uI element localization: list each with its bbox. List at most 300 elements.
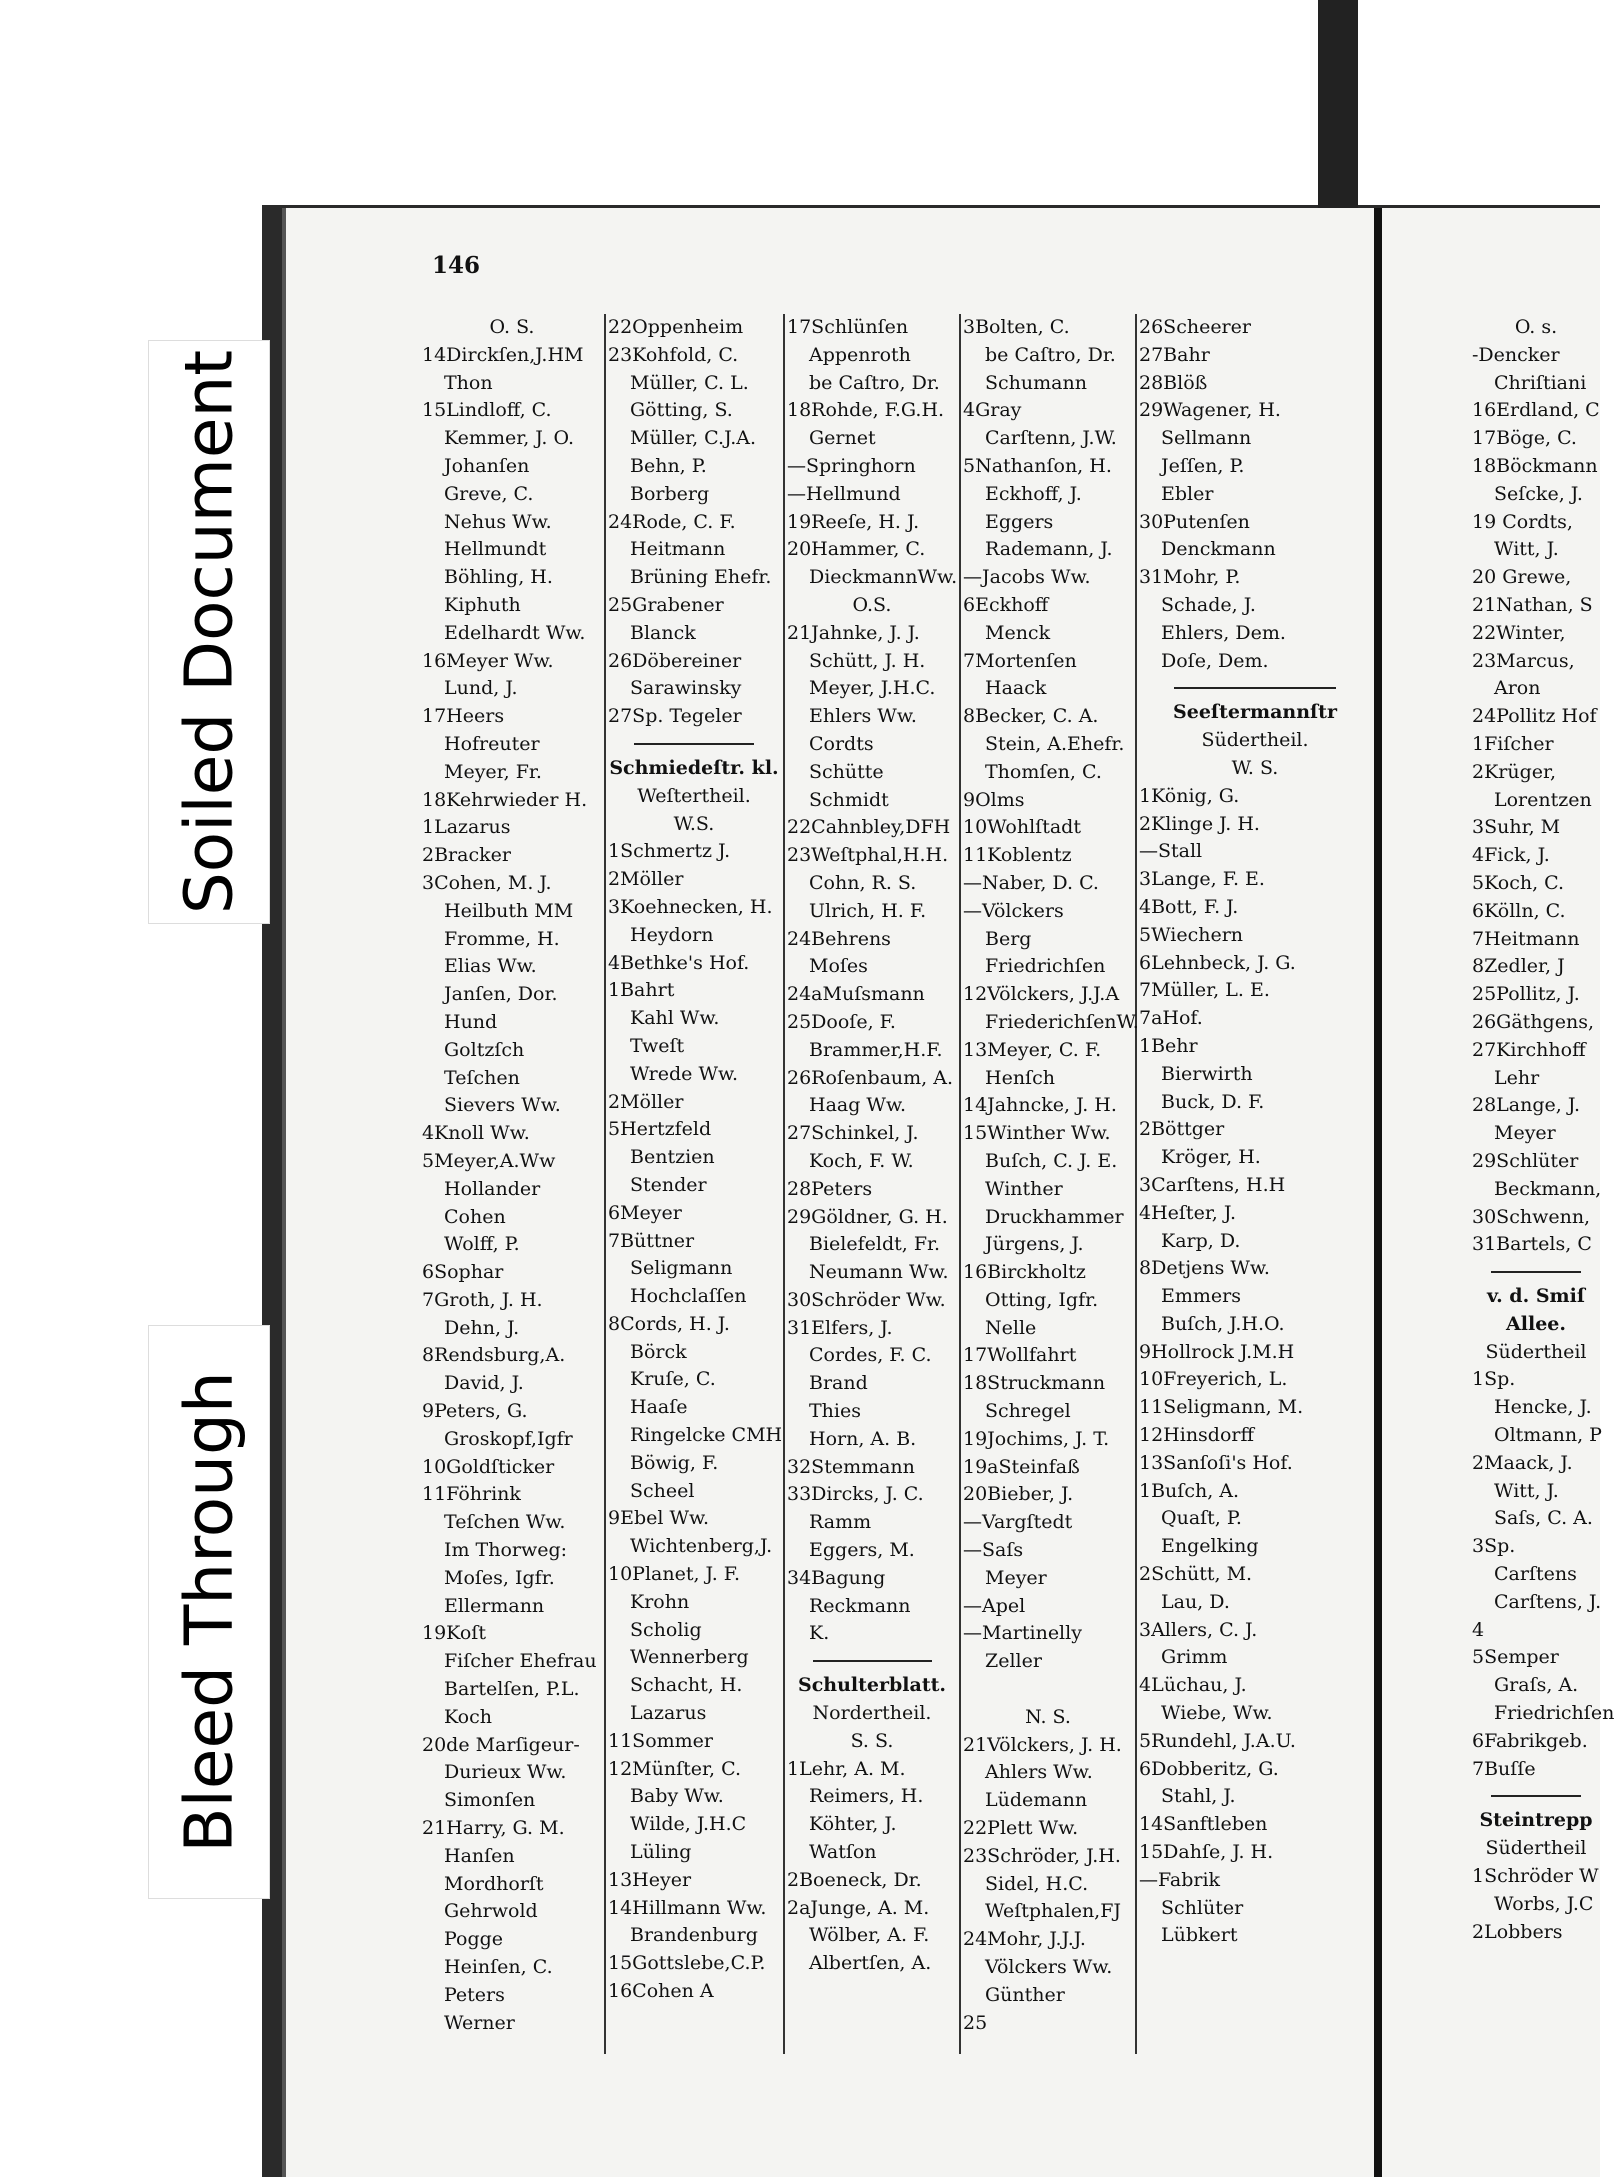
directory-entry: 16Cohen A bbox=[608, 1980, 714, 2003]
directory-entry: Wichtenberg,J. bbox=[630, 1535, 773, 1558]
directory-entry: Doſe, Dem. bbox=[1161, 649, 1269, 672]
directory-entry: Börck bbox=[630, 1340, 687, 1363]
directory-entry: Bierwirth bbox=[1161, 1062, 1253, 1085]
directory-entry: 30Schröder Ww. bbox=[787, 1288, 946, 1311]
column-divider bbox=[783, 314, 785, 2054]
directory-entry: —Stall bbox=[1139, 840, 1203, 863]
directory-entry: Buſch, J.H.O. bbox=[1161, 1312, 1285, 1335]
side-heading: Südertheil bbox=[1485, 1340, 1587, 1363]
directory-entry: Kemmer, J. O. bbox=[444, 427, 575, 450]
directory-entry: 3Cohen, M. J. bbox=[422, 871, 552, 894]
directory-entry: Bielefeldt, Fr. bbox=[809, 1233, 941, 1256]
directory-entry: Stender bbox=[630, 1173, 707, 1196]
directory-entry: Werner bbox=[444, 2011, 515, 2034]
directory-entry: 4Bethke's Hof. bbox=[608, 951, 750, 974]
directory-entry: 4Lüchau, J. bbox=[1139, 1674, 1247, 1697]
directory-entry: 5Nathanſon, H. bbox=[963, 454, 1112, 477]
directory-entry: Witt, J. bbox=[1494, 1479, 1559, 1502]
directory-entry: 23Schröder, J.H. bbox=[963, 1844, 1121, 1867]
directory-entry: Teſchen Ww. bbox=[444, 1511, 566, 1534]
directory-entry: 23Weſtphal,H.H. bbox=[787, 844, 949, 867]
directory-entry: Edelhardt Ww. bbox=[444, 621, 586, 644]
directory-entry: Moſes bbox=[809, 955, 868, 978]
directory-entry: 6Kölln, C. bbox=[1472, 899, 1566, 922]
directory-entry: 25 bbox=[963, 2011, 988, 2034]
directory-entry: Völckers Ww. bbox=[985, 1956, 1113, 1979]
directory-entry: Brüning Ehefr. bbox=[630, 566, 772, 589]
directory-entry: Albertſen, A. bbox=[809, 1952, 932, 1975]
directory-entry: 31Bartels, C bbox=[1472, 1233, 1592, 1256]
directory-entry: David, J. bbox=[444, 1372, 524, 1395]
directory-entry: 2aJunge, A. M. bbox=[787, 1896, 930, 1919]
directory-entry: 18Rohde, F.G.H. bbox=[787, 399, 945, 422]
directory-entry: 34Bagung bbox=[787, 1566, 886, 1589]
directory-entry: 5Meyer,A.Ww bbox=[422, 1149, 556, 1172]
directory-entry: 4Knoll Ww. bbox=[422, 1122, 530, 1145]
directory-entry: 10Wohlſtadt bbox=[963, 816, 1081, 839]
directory-entry: -Dencker bbox=[1472, 343, 1560, 366]
directory-entry bbox=[963, 1676, 1133, 1704]
directory-entry: Sarawinsky bbox=[630, 677, 742, 700]
directory-entry: 4Fick, J. bbox=[1472, 844, 1550, 867]
directory-entry: Lorentzen bbox=[1494, 788, 1592, 811]
directory-entry: 5Semper bbox=[1472, 1646, 1559, 1669]
directory-entry: Watſon bbox=[809, 1841, 877, 1864]
directory-entry: 8Detjens Ww. bbox=[1139, 1257, 1270, 1280]
directory-entry: 2Möller bbox=[608, 868, 684, 891]
directory-entry: 1Lehr, A. M. bbox=[787, 1757, 906, 1780]
directory-entry: Pogge bbox=[444, 1928, 504, 1951]
directory-entry: Ahlers Ww. bbox=[985, 1761, 1093, 1784]
directory-entry: Jeſſen, P. bbox=[1161, 454, 1245, 477]
directory-entry: 9Olms bbox=[963, 788, 1025, 811]
directory-entry: 27Sp. Tegeler bbox=[608, 705, 742, 728]
directory-entry: 17Böge, C. bbox=[1472, 427, 1577, 450]
directory-entry: Thies bbox=[809, 1400, 861, 1423]
directory-entry: Heinſen, C. bbox=[444, 1956, 553, 1979]
directory-entry: Eggers bbox=[985, 510, 1054, 533]
directory-entry: Blanck bbox=[630, 621, 696, 644]
directory-column-4 bbox=[963, 314, 1139, 2037]
directory-entry: Cordes, F. C. bbox=[809, 1344, 932, 1367]
directory-entry: 6Fabrikgeb. bbox=[1472, 1729, 1588, 1752]
directory-entry: Koch, F. W. bbox=[809, 1149, 914, 1172]
directory-entry: Appenroth bbox=[809, 343, 911, 366]
directory-entry: 8Becker, C. A. bbox=[963, 705, 1099, 728]
side-heading: S. S. bbox=[850, 1729, 894, 1752]
directory-entry: Wilde, J.H.C bbox=[630, 1813, 747, 1836]
directory-entry: Hollander bbox=[444, 1177, 541, 1200]
directory-entry: 16Birckholtz bbox=[963, 1261, 1086, 1284]
directory-entry: 11Föhrink bbox=[422, 1483, 521, 1506]
directory-entry: 8Rendsburg,A. bbox=[422, 1344, 566, 1367]
directory-entry: Hofreuter bbox=[444, 732, 540, 755]
directory-entry: Bartelſen, P.L. bbox=[444, 1678, 580, 1701]
directory-entry: Schütt, J. H. bbox=[809, 649, 926, 672]
directory-entry: 25Grabener bbox=[608, 593, 724, 616]
directory-entry: 7Müller, L. E. bbox=[1139, 979, 1270, 1002]
side-heading: O.S. bbox=[852, 593, 892, 616]
directory-entry: 5Rundehl, J.A.U. bbox=[1139, 1729, 1296, 1752]
directory-entry: 28Peters bbox=[787, 1177, 873, 1200]
page-number: 146 bbox=[432, 252, 481, 279]
directory-entry: Oltmann, P bbox=[1494, 1424, 1602, 1447]
directory-entry: 6Meyer bbox=[608, 1201, 682, 1224]
directory-entry: 32Stemmann bbox=[787, 1455, 915, 1478]
directory-entry: Engelking bbox=[1161, 1535, 1259, 1558]
directory-entry: 22Cahnbley,DFH bbox=[787, 816, 951, 839]
directory-entry: 14Dirckſen,J.HM bbox=[422, 343, 584, 366]
directory-entry: 24Pollitz Hof bbox=[1472, 705, 1597, 728]
street-heading: Schulterblatt. bbox=[798, 1674, 946, 1697]
side-heading: N. S. bbox=[1025, 1705, 1071, 1728]
directory-entry: Carſtens bbox=[1494, 1563, 1577, 1586]
directory-entry: Nehus Ww. bbox=[444, 510, 552, 533]
directory-entry: Buck, D. F. bbox=[1161, 1090, 1265, 1113]
directory-entry: Wrede Ww. bbox=[630, 1062, 739, 1085]
directory-entry: Wolff, P. bbox=[444, 1233, 520, 1256]
directory-entry: Scheel bbox=[630, 1479, 695, 1502]
directory-entry: Winther bbox=[985, 1177, 1063, 1200]
directory-entry: 2Böttger bbox=[1139, 1118, 1225, 1141]
section-rule bbox=[1491, 1795, 1581, 1797]
directory-entry: Borberg bbox=[630, 482, 710, 505]
directory-entry: be Caſtro, Dr. bbox=[985, 343, 1116, 366]
directory-entry: 31Elfers, J. bbox=[787, 1316, 893, 1339]
directory-entry: 11Sommer bbox=[608, 1729, 713, 1752]
directory-entry: Goltzſch bbox=[444, 1038, 525, 1061]
directory-entry: 31Mohr, P. bbox=[1139, 566, 1241, 589]
directory-entry: 17Schlünſen bbox=[787, 316, 909, 338]
directory-entry: 15Gottslebe,C.P. bbox=[608, 1952, 766, 1975]
directory-entry: Saſs, C. A. bbox=[1494, 1507, 1593, 1530]
directory-entry: Schade, J. bbox=[1161, 593, 1256, 616]
directory-entry: 2Bracker bbox=[422, 844, 511, 867]
side-heading: O. s. bbox=[1514, 316, 1558, 338]
directory-entry: Lehr bbox=[1494, 1066, 1540, 1089]
directory-entry: 7Büttner bbox=[608, 1229, 695, 1252]
directory-entry: Durieux Ww. bbox=[444, 1761, 567, 1784]
directory-entry: Peters bbox=[444, 1983, 505, 2006]
side-heading: Südertheil bbox=[1485, 1837, 1587, 1860]
street-heading: Schmiedeſtr. kl. bbox=[609, 756, 779, 779]
directory-entry: Rademann, J. bbox=[985, 538, 1113, 561]
directory-entry: Eggers, M. bbox=[809, 1539, 915, 1562]
directory-entry: Mordhorſt bbox=[444, 1872, 544, 1895]
directory-entry: Meyer, J.H.C. bbox=[809, 677, 936, 700]
directory-entry: 26Gäthgens, bbox=[1472, 1010, 1594, 1033]
directory-entry: Kiphuth bbox=[444, 593, 521, 616]
directory-entry: —Martinelly bbox=[963, 1622, 1082, 1645]
directory-entry: Simonſen bbox=[444, 1789, 536, 1812]
directory-entry: 27Kirchhoff bbox=[1472, 1038, 1586, 1061]
directory-entry: 5Koch, C. bbox=[1472, 871, 1565, 894]
side-heading: W. S. bbox=[1231, 756, 1279, 779]
directory-entry: 2Möller bbox=[608, 1090, 684, 1113]
street-heading: Steintrepp bbox=[1479, 1809, 1593, 1832]
directory-entry: 20Bieber, J. bbox=[963, 1483, 1074, 1506]
directory-entry: Lübkert bbox=[1161, 1924, 1238, 1947]
directory-entry: 3Koehnecken, H. bbox=[608, 895, 773, 918]
directory-entry: 19Koſt bbox=[422, 1622, 486, 1645]
book-gutter bbox=[1374, 208, 1382, 2177]
directory-entry: 3Bolten, C. bbox=[963, 316, 1070, 338]
directory-entry: 26Döbereiner bbox=[608, 649, 742, 672]
directory-entry: 18Kehrwieder H. bbox=[422, 788, 588, 811]
directory-entry: 3Lange, F. E. bbox=[1139, 868, 1265, 891]
directory-entry: Haag Ww. bbox=[809, 1094, 907, 1117]
directory-entry: Ebler bbox=[1161, 482, 1214, 505]
directory-entry: 1Lazarus bbox=[422, 816, 511, 839]
directory-entry: Fiſcher Ehefrau bbox=[444, 1650, 597, 1673]
directory-entry: Bentzien bbox=[630, 1146, 715, 1169]
directory-entry: Koch bbox=[444, 1705, 493, 1728]
side-heading: W.S. bbox=[673, 812, 715, 835]
directory-column-3 bbox=[787, 314, 957, 1978]
directory-entry: Kahl Ww. bbox=[630, 1007, 720, 1030]
directory-entry: 6Lehnbeck, J. G. bbox=[1139, 951, 1296, 974]
directory-entry: 1Sp. bbox=[1472, 1368, 1516, 1391]
directory-entry: Köhter, J. bbox=[809, 1813, 897, 1836]
directory-entry: 1Bahrt bbox=[608, 979, 675, 1002]
directory-entry: Cohen bbox=[444, 1205, 506, 1228]
directory-entry: Lund, J. bbox=[444, 677, 518, 700]
directory-entry: Beckmann, bbox=[1494, 1177, 1602, 1200]
directory-entry: Wiebe, Ww. bbox=[1161, 1702, 1273, 1725]
directory-entry: Hund bbox=[444, 1010, 498, 1033]
directory-entry: Elias Ww. bbox=[444, 955, 537, 978]
directory-entry: —Naber, D. C. bbox=[963, 871, 1099, 894]
directory-entry: 30Putenſen bbox=[1139, 510, 1250, 533]
directory-entry: 18Struckmann bbox=[963, 1372, 1106, 1395]
directory-entry: Lüdemann bbox=[985, 1789, 1088, 1812]
directory-entry: 17Wollfahrt bbox=[963, 1344, 1077, 1367]
directory-entry: Sievers Ww. bbox=[444, 1094, 561, 1117]
column-divider bbox=[604, 314, 606, 2054]
directory-entry: 10Freyerich, L. bbox=[1139, 1368, 1288, 1391]
directory-entry: Meyer bbox=[985, 1566, 1047, 1589]
directory-entry: 1König, G. bbox=[1139, 784, 1240, 807]
side-heading: O. S. bbox=[489, 316, 535, 338]
directory-entry: Reimers, H. bbox=[809, 1785, 924, 1808]
directory-entry: 29Schlüter bbox=[1472, 1149, 1579, 1172]
directory-column-2 bbox=[608, 314, 783, 2006]
directory-entry: 15Dahſe, J. H. bbox=[1139, 1841, 1274, 1864]
side-heading: Weſtertheil. bbox=[637, 784, 751, 807]
street-heading: Allee. bbox=[1506, 1312, 1566, 1335]
directory-entry: Sellmann bbox=[1161, 427, 1252, 450]
directory-entry: 6Eckhoff bbox=[963, 593, 1049, 616]
directory-entry: Thon bbox=[444, 371, 493, 394]
directory-entry: 30Schwenn, bbox=[1472, 1205, 1591, 1228]
directory-entry: Dehn, J. bbox=[444, 1316, 520, 1339]
directory-entry: 2Boeneck, Dr. bbox=[787, 1868, 922, 1891]
directory-entry: 20de Marſigeur- bbox=[422, 1733, 580, 1756]
directory-entry: Wennerberg bbox=[630, 1646, 749, 1669]
directory-entry: Berg bbox=[985, 927, 1032, 950]
directory-entry: 24Mohr, J.J.J. bbox=[963, 1928, 1086, 1951]
directory-entry: Schlüter bbox=[1161, 1896, 1244, 1919]
directory-entry: 1Behr bbox=[1139, 1034, 1198, 1057]
directory-entry: 24aMuſsmann bbox=[787, 983, 925, 1006]
directory-entry: 7Groth, J. H. bbox=[422, 1288, 543, 1311]
directory-entry: 24Rode, C. F. bbox=[608, 510, 736, 533]
directory-entry: Sidel, H.C. bbox=[985, 1872, 1089, 1895]
directory-entry: Otting, Igfr. bbox=[985, 1288, 1099, 1311]
directory-column-1 bbox=[422, 314, 602, 2037]
directory-entry: 21Harry, G. M. bbox=[422, 1817, 565, 1840]
directory-entry: Groskopf,Igfr bbox=[444, 1427, 573, 1450]
directory-entry: 4Heſter, J. bbox=[1139, 1201, 1237, 1224]
directory-entry: Karp, D. bbox=[1161, 1229, 1241, 1252]
directory-entry: 8Zedler, J bbox=[1472, 955, 1565, 978]
directory-entry: Friedrichſen bbox=[1494, 1702, 1614, 1725]
directory-entry: 25Pollitz, J. bbox=[1472, 983, 1580, 1006]
directory-entry: 7aHof. bbox=[1139, 1007, 1203, 1030]
directory-entry: Grimm bbox=[1161, 1646, 1228, 1669]
directory-entry: Heydorn bbox=[630, 923, 714, 946]
directory-entry: Janſen, Dor. bbox=[444, 983, 558, 1006]
directory-entry: Carſtens, J. bbox=[1494, 1590, 1602, 1613]
directory-entry: 11Koblentz bbox=[963, 844, 1072, 867]
directory-entry: Baby Ww. bbox=[630, 1785, 724, 1808]
directory-entry: 16Erdland, C bbox=[1472, 399, 1600, 422]
directory-entry: Reckmann bbox=[809, 1594, 911, 1617]
directory-entry: 22Oppenheim bbox=[608, 316, 744, 338]
bleed-through-label: Bleed Through bbox=[148, 1325, 270, 1899]
column-divider bbox=[1135, 314, 1137, 2054]
column-divider bbox=[959, 314, 961, 2054]
directory-entry: 1Schmertz J. bbox=[608, 840, 731, 863]
directory-entry: 1Buſch, A. bbox=[1139, 1479, 1240, 1502]
directory-entry: Quaſt, P. bbox=[1161, 1507, 1242, 1530]
directory-entry: 3Allers, C. J. bbox=[1139, 1618, 1258, 1641]
directory-entry: 1Schröder W bbox=[1472, 1865, 1599, 1888]
directory-entry: Ellermann bbox=[444, 1594, 545, 1617]
directory-entry: Kröger, H. bbox=[1161, 1146, 1261, 1169]
directory-entry: Emmers bbox=[1161, 1285, 1241, 1308]
directory-entry: Hanſen bbox=[444, 1844, 515, 1867]
directory-entry: Tweſt bbox=[630, 1034, 685, 1057]
directory-entry: 16Meyer Ww. bbox=[422, 649, 554, 672]
directory-entry: Horn, A. B. bbox=[809, 1427, 917, 1450]
directory-entry: —Hellmund bbox=[787, 482, 901, 505]
bookmark-ribbon bbox=[1318, 0, 1358, 218]
directory-entry: Wölber, A. F. bbox=[809, 1924, 930, 1947]
directory-entry: Lazarus bbox=[630, 1702, 707, 1725]
street-heading: v. d. Smiſ bbox=[1486, 1285, 1586, 1308]
directory-entry: FriederichſenW. bbox=[985, 1010, 1139, 1033]
directory-entry: Müller, C.J.A. bbox=[630, 427, 757, 450]
directory-entry: 28Lange, J. bbox=[1472, 1094, 1581, 1117]
directory-entry: 12Hinsdorff bbox=[1139, 1424, 1254, 1447]
directory-entry: Heitmann bbox=[630, 538, 726, 561]
directory-entry: 21Jahnke, J. J. bbox=[787, 621, 920, 644]
directory-entry: Schütte bbox=[809, 760, 884, 783]
directory-entry: Denckmann bbox=[1161, 538, 1276, 561]
directory-entry: Moſes, Igfr. bbox=[444, 1566, 555, 1589]
directory-entry: 5Wiechern bbox=[1139, 923, 1244, 946]
directory-entry: —Fabrik bbox=[1139, 1868, 1221, 1891]
directory-entry: Ehlers, Dem. bbox=[1161, 621, 1286, 644]
section-rule bbox=[1491, 1271, 1581, 1273]
directory-entry: 14Sanftleben bbox=[1139, 1813, 1268, 1836]
directory-entry: Brandenburg bbox=[630, 1924, 758, 1947]
street-heading: Seeſtermannſtr bbox=[1173, 701, 1337, 724]
directory-entry: Buſch, C. J. E. bbox=[985, 1149, 1118, 1172]
directory-entry: Böwig, F. bbox=[630, 1451, 719, 1474]
side-heading: Südertheil. bbox=[1201, 729, 1309, 752]
directory-column-right-page bbox=[1472, 314, 1614, 1946]
directory-entry: —Völckers bbox=[963, 899, 1064, 922]
directory-entry: Lüling bbox=[630, 1841, 692, 1864]
directory-entry: Eckhoff, J. bbox=[985, 482, 1082, 505]
directory-entry: 20 Grewe, bbox=[1472, 566, 1572, 589]
directory-entry: 19Reeſe, H. J. bbox=[787, 510, 920, 533]
directory-entry: Ramm bbox=[809, 1511, 872, 1534]
directory-entry: Gehrwold bbox=[444, 1900, 538, 1923]
directory-entry: Stahl, J. bbox=[1161, 1785, 1236, 1808]
directory-entry: Haaſe bbox=[630, 1396, 688, 1419]
directory-entry: Weſtphalen,FJ bbox=[985, 1900, 1122, 1923]
directory-entry: 21Völckers, J. H. bbox=[963, 1733, 1122, 1756]
directory-entry: Fromme, H. bbox=[444, 927, 560, 950]
directory-entry: 27Schinkel, J. bbox=[787, 1122, 919, 1145]
directory-entry: Hochclaſſen bbox=[630, 1285, 747, 1308]
directory-entry: Ehlers Ww. bbox=[809, 705, 917, 728]
directory-entry: —Springhorn bbox=[787, 454, 916, 477]
directory-entry: Witt, J. bbox=[1494, 538, 1559, 561]
directory-entry: Böhling, H. bbox=[444, 566, 553, 589]
directory-entry: 7Heitmann bbox=[1472, 927, 1580, 950]
directory-entry: Graſs, A. bbox=[1494, 1674, 1579, 1697]
section-rule bbox=[634, 743, 754, 745]
directory-entry: Cordts bbox=[809, 732, 874, 755]
directory-entry: Greve, C. bbox=[444, 482, 534, 505]
directory-entry: 28Blöß bbox=[1139, 371, 1208, 394]
directory-entry: 6Sophar bbox=[422, 1261, 504, 1284]
directory-entry: Nelle bbox=[985, 1316, 1037, 1339]
directory-entry: Schumann bbox=[985, 371, 1087, 394]
directory-entry: Chriſtiani bbox=[1494, 371, 1587, 394]
directory-entry: 2Maack, J. bbox=[1472, 1451, 1573, 1474]
directory-entry: Brammer,H.F. bbox=[809, 1038, 943, 1061]
directory-entry: Brand bbox=[809, 1372, 868, 1395]
directory-entry: 18Böckmann bbox=[1472, 454, 1598, 477]
directory-entry: Druckhammer bbox=[985, 1205, 1124, 1228]
section-rule bbox=[1174, 687, 1336, 689]
directory-entry: 19Jochims, J. T. bbox=[963, 1427, 1110, 1450]
directory-entry: Schacht, H. bbox=[630, 1674, 743, 1697]
directory-entry: Menck bbox=[985, 621, 1051, 644]
directory-entry: 3Suhr, M bbox=[1472, 816, 1561, 839]
directory-entry: Schmidt bbox=[809, 788, 889, 811]
directory-entry: 13Sanſoſi's Hof. bbox=[1139, 1451, 1293, 1474]
directory-entry: Ulrich, H. F. bbox=[809, 899, 927, 922]
directory-entry: 2Schütt, M. bbox=[1139, 1563, 1253, 1586]
directory-entry: 15Lindloff, C. bbox=[422, 399, 552, 422]
directory-entry: 25Dooſe, F. bbox=[787, 1010, 896, 1033]
directory-entry: 12Völckers, J.J.A bbox=[963, 983, 1120, 1006]
directory-entry: 3Carſtens, H.H bbox=[1139, 1173, 1286, 1196]
directory-entry: Scholig bbox=[630, 1618, 702, 1641]
directory-entry: 22Plett Ww. bbox=[963, 1817, 1079, 1840]
directory-entry: 12Münſter, C. bbox=[608, 1757, 741, 1780]
directory-entry: Stein, A.Ehefr. bbox=[985, 732, 1125, 755]
directory-entry: 24Behrens bbox=[787, 927, 891, 950]
directory-entry: Cohn, R. S. bbox=[809, 871, 917, 894]
directory-entry: 10Planet, J. F. bbox=[608, 1563, 741, 1586]
